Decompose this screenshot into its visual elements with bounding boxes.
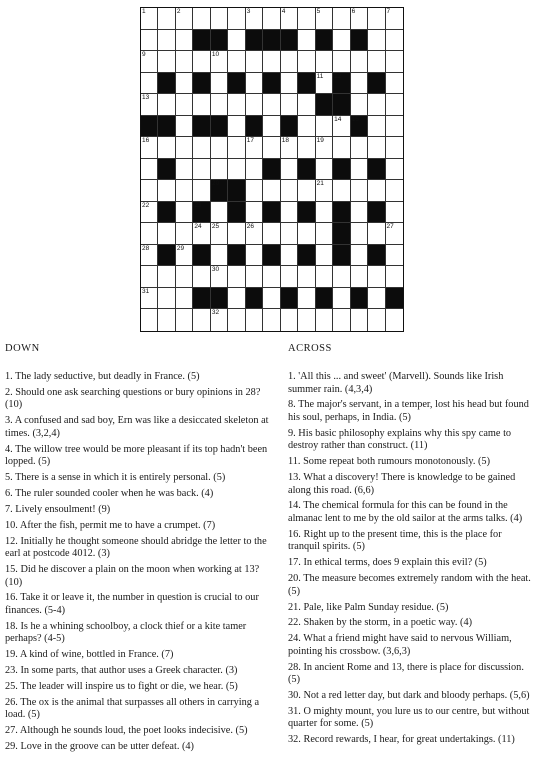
clue-number: 31 (142, 287, 150, 295)
grid-block (298, 202, 315, 224)
grid-cell[interactable] (263, 180, 280, 202)
grid-cell[interactable] (193, 8, 210, 30)
down-heading: DOWN (5, 343, 40, 354)
grid-cell[interactable] (141, 288, 158, 310)
grid-block (333, 73, 350, 95)
grid-cell[interactable] (141, 309, 158, 331)
grid-cell[interactable] (211, 202, 228, 224)
across-clue: 30. Not a red letter day, but dark and bloody perhaps. (5,6) (288, 690, 530, 702)
grid-cell[interactable] (386, 116, 403, 138)
grid-cell[interactable] (176, 116, 193, 138)
grid-block (246, 30, 263, 52)
grid-cell[interactable] (298, 266, 315, 288)
grid-cell[interactable] (263, 288, 280, 310)
grid-cell[interactable] (386, 8, 403, 30)
grid-cell[interactable] (263, 94, 280, 116)
grid-cell[interactable] (193, 137, 210, 159)
down-clue: 27. Although he sounds loud, the poet looks indecisive. (5) (5, 725, 248, 737)
clue-number: 3 (246, 8, 251, 15)
grid-cell[interactable] (228, 266, 245, 288)
grid-block (211, 30, 228, 52)
grid-cell[interactable] (228, 8, 245, 30)
grid-block (228, 245, 245, 267)
grid-cell[interactable] (386, 30, 403, 52)
grid-cell[interactable] (351, 309, 368, 331)
grid-cell[interactable] (141, 266, 158, 288)
grid-cell[interactable] (176, 73, 193, 95)
grid-block (263, 245, 280, 267)
grid-cell[interactable] (386, 137, 403, 159)
grid-cell[interactable] (211, 266, 228, 288)
clue-number: 23 (194, 201, 202, 209)
grid-cell[interactable] (176, 8, 193, 30)
grid-cell[interactable] (281, 266, 298, 288)
grid-cell[interactable] (246, 245, 263, 267)
grid-cell[interactable] (316, 202, 333, 224)
grid-block (263, 30, 280, 52)
clue-number: 10 (211, 51, 220, 59)
grid-cell[interactable] (386, 159, 403, 181)
across-clue: 11. Some repeat both rumours monotonously. (5) (288, 456, 491, 468)
grid-block (351, 116, 368, 138)
grid-cell[interactable] (176, 245, 193, 267)
grid-cell[interactable] (176, 180, 193, 202)
down-clues (5, 343, 276, 757)
grid-block (263, 159, 280, 181)
grid-cell[interactable] (158, 51, 175, 73)
grid-cell[interactable] (316, 309, 333, 331)
grid-block (263, 202, 280, 224)
grid-block (158, 159, 175, 181)
grid-cell[interactable] (228, 288, 245, 310)
grid-cell[interactable] (281, 180, 298, 202)
clue-number: 30 (211, 266, 220, 274)
grid-cell[interactable] (141, 51, 158, 73)
grid-cell[interactable] (228, 30, 245, 52)
grid-cell[interactable] (246, 309, 263, 331)
grid-cell[interactable] (316, 223, 333, 245)
grid-block (193, 30, 210, 52)
across-clue: 28. In ancient Rome and 13, there is place for discussion. (5) (288, 661, 524, 686)
clue-number: 16 (142, 137, 150, 145)
grid-cell[interactable] (193, 309, 210, 331)
grid-cell[interactable] (228, 94, 245, 116)
down-clue: 4. The willow tree would be more pleasant if its top hadn't been lopped. (5) (5, 443, 268, 468)
grid-cell[interactable] (141, 159, 158, 181)
grid-cell[interactable] (246, 266, 263, 288)
grid-cell[interactable] (368, 116, 385, 138)
grid-cell[interactable] (386, 73, 403, 95)
grid-cell[interactable] (386, 94, 403, 116)
grid-cell[interactable] (298, 288, 315, 310)
down-clue: 7. Lively ensoulment! (9) (5, 503, 111, 515)
grid-block (333, 159, 350, 181)
grid-cell[interactable] (281, 94, 298, 116)
grid-cell[interactable] (351, 245, 368, 267)
grid-cell[interactable] (386, 180, 403, 202)
grid-cell[interactable] (351, 73, 368, 95)
crossword-grid (140, 7, 404, 332)
grid-block (298, 159, 315, 181)
across-clue: 16. Right up to the present time, this is the place for tranquil spirits. (5) (288, 528, 502, 553)
grid-cell[interactable] (316, 51, 333, 73)
grid-block (281, 116, 298, 138)
grid-cell[interactable] (316, 8, 333, 30)
across-clue: 22. Shaken by the storm, in a poetic way. (4) (288, 617, 473, 629)
grid-cell[interactable] (316, 180, 333, 202)
down-clue-list (5, 371, 276, 754)
grid-block (263, 73, 280, 95)
grid-cell[interactable] (211, 94, 228, 116)
grid-cell[interactable] (351, 202, 368, 224)
grid-cell[interactable] (141, 180, 158, 202)
grid-cell[interactable] (368, 51, 385, 73)
grid-cell[interactable] (386, 266, 403, 288)
grid-cell[interactable] (298, 51, 315, 73)
clue-number: 2 (176, 8, 181, 15)
grid-cell[interactable] (351, 266, 368, 288)
grid-block (193, 245, 210, 267)
grid-cell[interactable] (246, 73, 263, 95)
grid-cell[interactable] (263, 309, 280, 331)
grid-cell[interactable] (281, 73, 298, 95)
grid-cell[interactable] (263, 137, 280, 159)
down-clue: 3. A confused and sad boy, Ern was like a desiccated skeleton at times. (3,2,4) (5, 415, 269, 439)
clue-number: 25 (211, 223, 220, 231)
grid-cell[interactable] (281, 159, 298, 181)
grid-cell[interactable] (263, 51, 280, 73)
grid-cell[interactable] (333, 137, 350, 159)
grid-cell[interactable] (246, 159, 263, 181)
grid-block (246, 288, 263, 310)
grid-cell[interactable] (176, 94, 193, 116)
grid-cell[interactable] (141, 30, 158, 52)
clue-number: 27 (386, 223, 394, 231)
grid-cell[interactable] (316, 73, 333, 95)
across-clue: 13. What a discovery! There is knowledge to be gained along this road. (6,6) (288, 472, 516, 496)
across-clues (288, 343, 533, 750)
grid-cell[interactable] (316, 137, 333, 159)
grid-cell[interactable] (368, 266, 385, 288)
clue-number: 1 (142, 8, 146, 15)
grid-cell[interactable] (386, 309, 403, 331)
grid-block (228, 180, 245, 202)
grid-cell[interactable] (158, 137, 175, 159)
grid-cell[interactable] (246, 8, 263, 30)
grid-cell[interactable] (246, 137, 263, 159)
clue-number: 19 (316, 137, 324, 145)
grid-block (368, 159, 385, 181)
grid-cell[interactable] (193, 223, 210, 245)
grid-cell[interactable] (281, 245, 298, 267)
grid-cell[interactable] (246, 51, 263, 73)
down-clue: 15. Did he discover a plain on the moon when working at 13? (10) (5, 564, 260, 588)
grid-cell[interactable] (351, 8, 368, 30)
grid-block (211, 116, 228, 138)
grid-cell[interactable] (158, 223, 175, 245)
grid-block (193, 73, 210, 95)
grid-block (368, 245, 385, 267)
grid-cell[interactable] (368, 8, 385, 30)
clue-number: 28 (142, 244, 150, 252)
clue-number: 26 (246, 223, 255, 231)
grid-cell[interactable] (246, 202, 263, 224)
grid-cell[interactable] (228, 159, 245, 181)
grid-block (193, 116, 210, 138)
grid-cell[interactable] (176, 309, 193, 331)
down-clue: 23. In some parts, that author uses a Greek character. (3) (5, 665, 238, 677)
down-clue: 5. There is a sense in which it is entirely personal. (5) (5, 472, 226, 484)
grid-cell[interactable] (176, 202, 193, 224)
grid-cell[interactable] (176, 137, 193, 159)
down-clue: 6. The ruler sounded cooler when he was back. (4) (5, 487, 214, 499)
grid-block (141, 116, 158, 138)
grid-cell[interactable] (176, 288, 193, 310)
grid-cell[interactable] (333, 51, 350, 73)
grid-block (368, 73, 385, 95)
grid-cell[interactable] (298, 309, 315, 331)
grid-block (228, 202, 245, 224)
grid-cell[interactable] (176, 51, 193, 73)
grid-block (281, 30, 298, 52)
clue-number: 24 (194, 223, 202, 231)
grid-cell[interactable] (211, 51, 228, 73)
down-clue: 16. Take it or leave it, the number in question is crucial to our finances. (5-4) (5, 592, 259, 616)
across-clue: 17. In ethical terms, does 9 explain this evil? (5) (288, 557, 487, 569)
across-clue: 1. 'All this ... and sweet' (Marvell). Sounds like Irish summer rain. (4,3,4) (288, 371, 504, 395)
grid-cell[interactable] (351, 137, 368, 159)
grid-cell[interactable] (193, 266, 210, 288)
grid-cell[interactable] (176, 223, 193, 245)
grid-block (316, 30, 333, 52)
down-clue: 29. Love in the groove can be utter defeat. (4) (5, 741, 194, 753)
grid-block (158, 202, 175, 224)
grid-cell[interactable] (228, 51, 245, 73)
grid-cell[interactable] (316, 159, 333, 181)
grid-block (333, 94, 350, 116)
down-clue: 25. The leader will inspire us to fight or die, we hear. (5) (5, 680, 238, 692)
grid-cell[interactable] (333, 30, 350, 52)
clue-number: 17 (246, 137, 255, 145)
grid-cell[interactable] (158, 180, 175, 202)
grid-cell[interactable] (386, 51, 403, 73)
grid-cell[interactable] (386, 202, 403, 224)
grid-cell[interactable] (316, 116, 333, 138)
grid-cell[interactable] (333, 116, 350, 138)
grid-cell[interactable] (263, 116, 280, 138)
grid-cell[interactable] (386, 245, 403, 267)
grid-cell[interactable] (298, 30, 315, 52)
clue-number: 20 (211, 180, 220, 188)
grid-cell[interactable] (176, 30, 193, 52)
grid-block (228, 73, 245, 95)
grid-block (316, 288, 333, 310)
grid-cell[interactable] (316, 245, 333, 267)
grid-cell[interactable] (193, 94, 210, 116)
grid-cell[interactable] (298, 94, 315, 116)
grid-cell[interactable] (351, 159, 368, 181)
grid-block (298, 73, 315, 95)
grid-cell[interactable] (193, 159, 210, 181)
grid-block (158, 116, 175, 138)
grid-cell[interactable] (211, 73, 228, 95)
down-clue: 12. Initially he thought someone should abridge the letter to the earl at postcode 4012. (3) (5, 535, 267, 560)
grid-cell[interactable] (211, 245, 228, 267)
grid-cell[interactable] (158, 288, 175, 310)
grid-block (158, 245, 175, 267)
grid-cell[interactable] (368, 180, 385, 202)
grid-block (158, 73, 175, 95)
grid-cell[interactable] (263, 223, 280, 245)
grid-cell[interactable] (141, 94, 158, 116)
grid-cell[interactable] (368, 288, 385, 310)
down-clue: 19. A kind of wine, bottled in France. (7) (5, 649, 174, 661)
grid-cell[interactable] (228, 137, 245, 159)
across-clue: 20. The measure becomes extremely random with the heat. (5) (288, 573, 531, 597)
grid-cell[interactable] (193, 51, 210, 73)
grid-block (368, 202, 385, 224)
grid-cell[interactable] (158, 30, 175, 52)
grid-cell[interactable] (228, 116, 245, 138)
grid-cell[interactable] (158, 266, 175, 288)
grid-cell[interactable] (298, 223, 315, 245)
grid-cell[interactable] (281, 309, 298, 331)
grid-cell[interactable] (281, 202, 298, 224)
grid-cell[interactable] (263, 266, 280, 288)
down-clue: 10. After the fish, permit me to have a crumpet. (7) (5, 519, 216, 531)
grid-cell[interactable] (211, 223, 228, 245)
grid-block (211, 288, 228, 310)
grid-cell[interactable] (316, 266, 333, 288)
grid-block (333, 245, 350, 267)
clue-number: 29 (176, 244, 185, 252)
grid-cell[interactable] (333, 8, 350, 30)
grid-cell[interactable] (351, 94, 368, 116)
grid-cell[interactable] (246, 94, 263, 116)
grid-block (333, 202, 350, 224)
grid-cell[interactable] (351, 180, 368, 202)
clue-number: 13 (142, 94, 150, 102)
grid-cell[interactable] (368, 30, 385, 52)
grid-block (281, 288, 298, 310)
clue-number: 22 (142, 201, 150, 209)
grid-cell[interactable] (333, 180, 350, 202)
clue-number: 18 (281, 137, 289, 145)
clue-number: 6 (351, 8, 356, 15)
grid-cell[interactable] (211, 8, 228, 30)
clue-number: 9 (142, 51, 146, 59)
across-clue: 32. Record rewards, I hear, for great undertakings. (11) (288, 734, 515, 746)
clue-number: 7 (386, 8, 391, 15)
grid-cell[interactable] (211, 159, 228, 181)
grid-cell[interactable] (386, 223, 403, 245)
across-clue: 8. The major's servant, in a temper, lost his head but found his soul, perhaps, in India. (5) (288, 399, 529, 423)
grid-cell[interactable] (281, 8, 298, 30)
grid-cell[interactable] (246, 223, 263, 245)
grid-cell[interactable] (368, 94, 385, 116)
across-clue-list (288, 371, 533, 747)
down-clue: 26. The ox is the animal that surpasses all others in carrying a load. (5) (5, 696, 260, 721)
clue-number: 4 (281, 8, 286, 15)
grid-cell[interactable] (333, 288, 350, 310)
grid-block (333, 223, 350, 245)
across-clue: 21. Pale, like Palm Sunday residue. (5) (288, 601, 449, 613)
across-heading: ACROSS (288, 343, 332, 354)
grid-cell[interactable] (298, 116, 315, 138)
grid-cell[interactable] (141, 223, 158, 245)
grid-block (193, 202, 210, 224)
grid-cell[interactable] (141, 245, 158, 267)
grid-cell[interactable] (141, 8, 158, 30)
grid-cell[interactable] (351, 223, 368, 245)
grid-cell[interactable] (298, 8, 315, 30)
grid-cell[interactable] (246, 180, 263, 202)
grid-block (386, 288, 403, 310)
grid-block (193, 288, 210, 310)
grid-cell[interactable] (281, 51, 298, 73)
grid-cell[interactable] (281, 137, 298, 159)
grid-cell[interactable] (176, 266, 193, 288)
down-clue: 2. Should one ask searching questions or bury opinions in 28? (10) (5, 386, 261, 411)
clue-number: 5 (316, 8, 321, 15)
grid-block (246, 116, 263, 138)
grid-cell[interactable] (211, 309, 228, 331)
grid-block (298, 245, 315, 267)
clue-number: 11 (316, 72, 324, 80)
grid-cell[interactable] (368, 137, 385, 159)
grid-block (351, 30, 368, 52)
grid-cell[interactable] (176, 159, 193, 181)
grid-cell[interactable] (193, 180, 210, 202)
grid-cell[interactable] (281, 223, 298, 245)
clue-number: 12 (334, 72, 342, 80)
grid-cell[interactable] (298, 137, 315, 159)
clue-number: 21 (316, 180, 324, 188)
clue-number: 15 (351, 115, 359, 123)
clue-number: 14 (334, 115, 342, 123)
across-clue: 9. His basic philosophy explains why this spy came to destroy rather than construct. (11) (288, 427, 512, 452)
across-clue: 31. O mighty mount, you lure us to our centre, but without quarter for some. (5) (288, 705, 530, 730)
grid-cell[interactable] (263, 8, 280, 30)
grid-cell[interactable] (158, 8, 175, 30)
grid-cell[interactable] (333, 266, 350, 288)
grid-cell[interactable] (158, 94, 175, 116)
grid-block (351, 288, 368, 310)
down-clue: 18. Is he a whining schoolboy, a clock thief or a kite tamer perhaps? (4-5) (5, 620, 247, 645)
across-clue: 24. What a friend might have said to nervous William, pointing his crossbow. (3,6,3) (288, 633, 512, 657)
grid-cell[interactable] (141, 202, 158, 224)
grid-cell[interactable] (368, 309, 385, 331)
grid-cell[interactable] (333, 309, 350, 331)
clue-number: 32 (211, 309, 220, 317)
grid-cell[interactable] (141, 73, 158, 95)
grid-cell[interactable] (368, 223, 385, 245)
across-clue: 14. The chemical formula for this can be found in the almanac lent to me by the old sailor at the arms talks. (4) (288, 500, 523, 524)
grid-cell[interactable] (228, 223, 245, 245)
grid-cell[interactable] (141, 137, 158, 159)
grid-block (211, 180, 228, 202)
grid-block (316, 94, 333, 116)
grid-cell[interactable] (158, 309, 175, 331)
grid-cell[interactable] (211, 137, 228, 159)
down-clue: 1. The lady seductive, but deadly in France. (5) (5, 371, 200, 382)
grid-cell[interactable] (228, 309, 245, 331)
clue-number: 8 (316, 29, 321, 37)
grid-cell[interactable] (351, 51, 368, 73)
grid-cell[interactable] (298, 180, 315, 202)
